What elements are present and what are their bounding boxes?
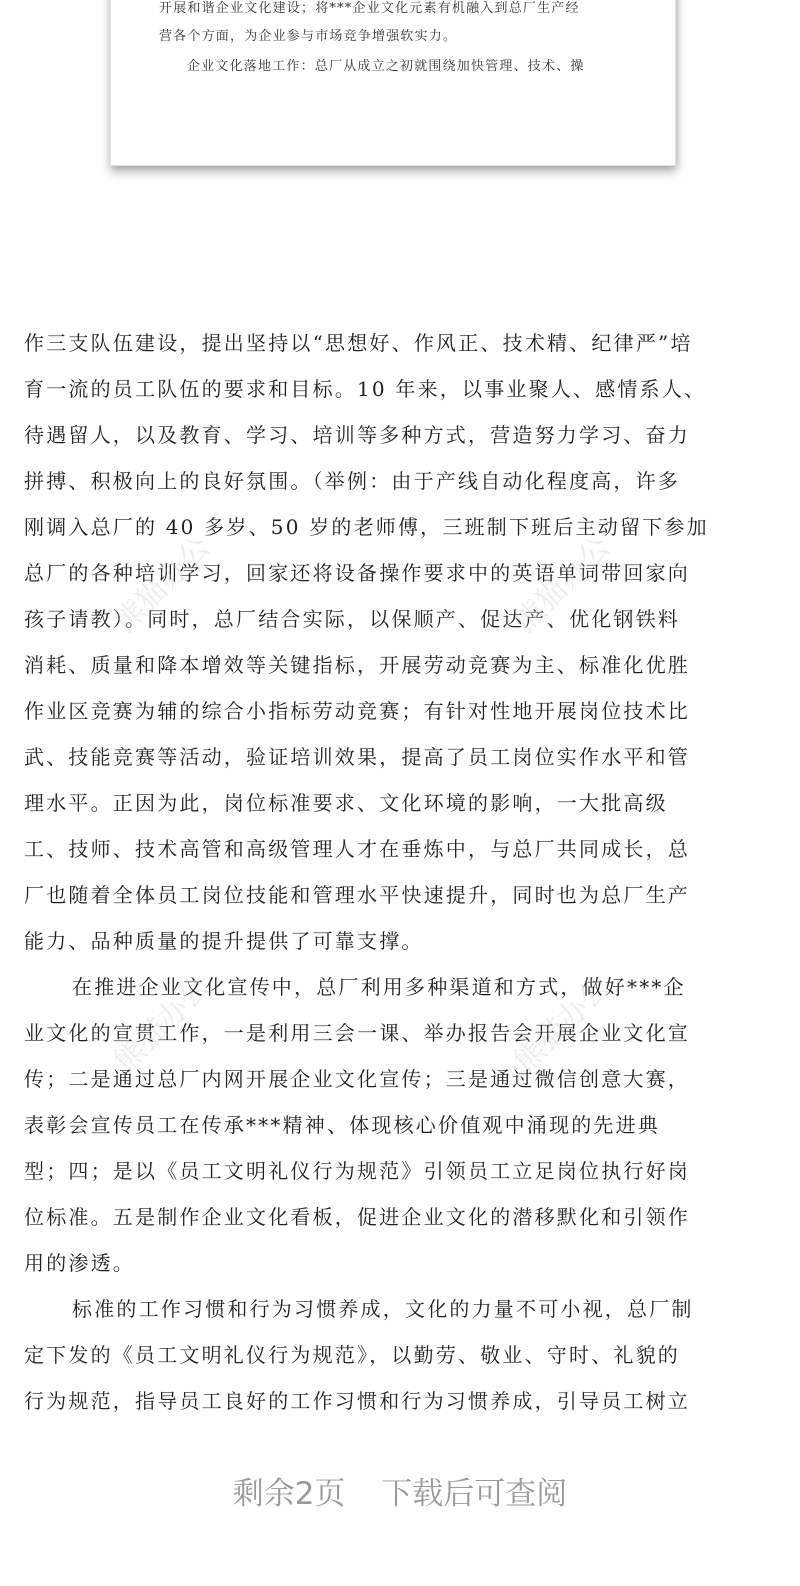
- body-line: 理水平。正因为此，岗位标准要求、文化环境的影响，一大批高级: [24, 791, 668, 815]
- remaining-pages-notice[interactable]: [0, 1468, 800, 1513]
- body-line: 能力、品种质量的提升提供了可靠支撑。: [24, 929, 424, 953]
- body-line: 行为规范，指导员工良好的工作习惯和行为习惯养成，引导员工树立: [24, 1389, 690, 1413]
- body-line: 用的渗透。: [24, 1251, 135, 1275]
- preview-line-3: 企业文化落地工作：总厂从成立之初就围绕加快管理、技术、操: [187, 59, 585, 74]
- body-line: 孩子请教）。同时，总厂结合实际，以保顺产、促达产、优化钢铁料: [24, 607, 680, 631]
- body-line: 表彰会宣传员工在传承***精神、体现核心价值观中涌现的先进典: [24, 1113, 660, 1137]
- watermark: 熊猫办公: [107, 529, 218, 640]
- body-line: 育一流的员工队伍的要求和目标。10 年来，以事业聚人、感情系人、: [24, 377, 707, 401]
- body-line: 传；二是通过总厂内网开展企业文化宣传；三是通过微信创意大赛，: [24, 1067, 690, 1091]
- preview-page-card: [110, 0, 676, 166]
- body-line: 作业区竞赛为辅的综合小指标劳动竞赛；有针对性地开展岗位技术比: [24, 699, 690, 723]
- body-line: 工、技师、技术高管和高级管理人才在垂炼中，与总厂共同成长，总: [24, 837, 690, 861]
- body-line: 刚调入总厂的 40 多岁、50 岁的老师傅，三班制下班后主动留下参加: [24, 515, 709, 539]
- document-body: [24, 320, 774, 1424]
- body-line: 型；四；是以《员工文明礼仪行为规范》引领员工立足岗位执行好岗: [24, 1159, 690, 1183]
- watermark: 熊猫办公: [507, 529, 618, 640]
- watermark: 熊猫办公: [507, 969, 618, 1080]
- body-line: 武、技能竞赛等活动，验证培训效果，提高了员工岗位实作水平和管: [24, 745, 690, 769]
- body-line: 总厂的各种培训学习，回家还将设备操作要求中的英语单词带回家向: [24, 561, 690, 585]
- body-line: 消耗、质量和降本增效等关键指标，开展劳动竞赛为主、标准化优胜: [24, 653, 690, 677]
- body-line: 作三支队伍建设，提出坚持以“思想好、作风正、技术精、纪律严”培: [24, 331, 693, 355]
- body-line: 位标准。五是制作企业文化看板，促进企业文化的潜移默化和引领作: [24, 1205, 690, 1229]
- body-line: 标准的工作习惯和行为习惯养成，文化的力量不可小视，总厂制: [72, 1297, 694, 1321]
- watermark: 熊猫办公: [107, 969, 218, 1080]
- download-hint-label: 下载后可查阅: [381, 1476, 568, 1512]
- body-line: 业文化的宣贯工作，一是利用三会一课、举办报告会开展企业文化宣: [24, 1021, 690, 1045]
- preview-line-1: 开展和谐企业文化建设；将***企业文化元素有机融入到总厂生产经: [159, 1, 580, 16]
- body-line: 拼搏、积极向上的良好氛围。（举例：由于产线自动化程度高，许多: [24, 469, 680, 493]
- body-line: 待遇留人，以及教育、学习、培训等多种方式，营造努力学习、奋力: [24, 423, 690, 447]
- remaining-pages-label: 剩余2页: [232, 1476, 346, 1512]
- body-line: 定下发的《员工文明礼仪行为规范》，以勤劳、敬业、守时、礼貌的: [24, 1343, 680, 1367]
- body-line: 在推进企业文化宣传中，总厂利用多种渠道和方式，做好***企: [72, 975, 686, 999]
- body-line: 厂也随着全体员工岗位技能和管理水平快速提升，同时也为总厂生产: [24, 883, 690, 907]
- preview-line-2: 营各个方面，为企业参与市场竞争增强软实力。: [159, 29, 458, 44]
